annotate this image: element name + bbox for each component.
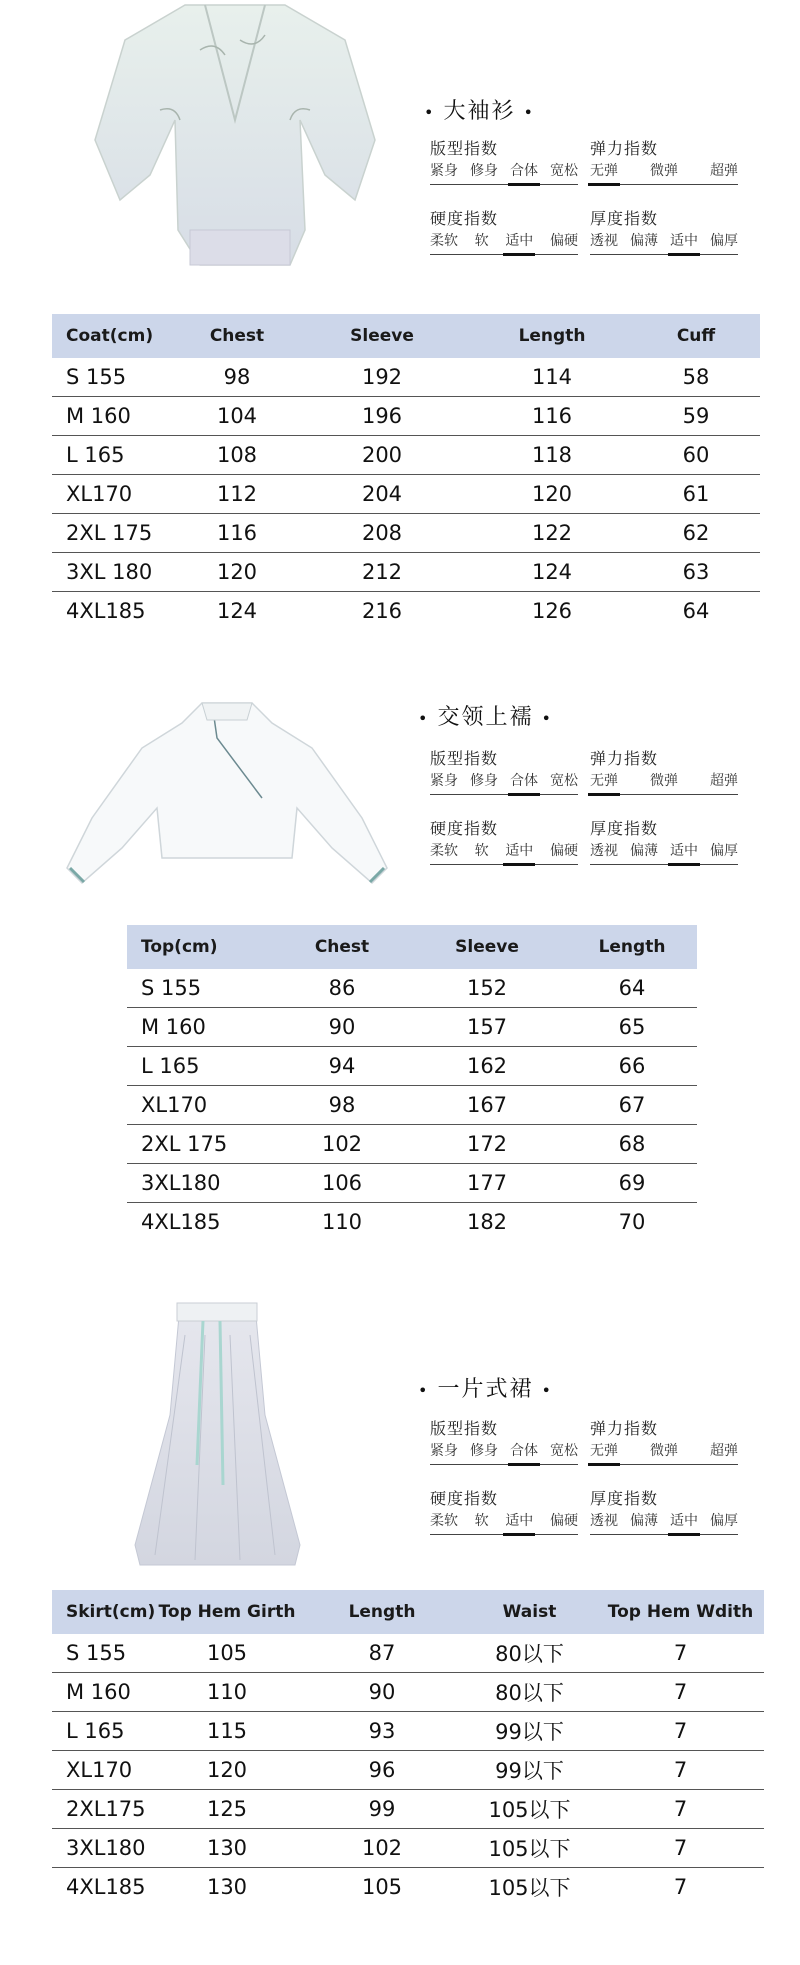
fit-index-option: 紧身 [430,773,458,789]
coat-garment-image [90,0,380,280]
size-label: L 165 [52,1712,152,1751]
table-header-row [52,1590,764,1634]
measurement-cell: 64 [682,599,710,623]
measurement-cell: 104 [182,397,292,436]
stretch-index-option: 微弹 [650,163,678,179]
measurement-cell: 196 [292,397,472,436]
size-label: XL170 [127,1086,277,1125]
fit-index-options [430,1440,578,1465]
measurement-cell: 112 [182,475,292,514]
measurement-cell: 162 [407,1047,567,1086]
fit-index-options [430,770,578,795]
thickness-index-option: 偏厚 [710,843,738,859]
measurement-cell: 90 [277,1008,407,1047]
hardness-index-option: 柔软 [430,233,458,249]
measurement-cell: 69 [567,1164,697,1203]
thickness-index [590,818,738,865]
table-header-row [127,925,697,969]
thickness-index-title: 厚度指数 [590,209,659,228]
table-header-row [52,314,760,358]
measurement-cell: 61 [632,475,760,514]
measurement-cell: 7 [597,1790,764,1829]
measurement-cell: 80以下 [462,1634,597,1673]
measurement-cell: 94 [277,1047,407,1086]
size-label: 2XL175 [52,1790,152,1829]
coat-title: • 大袖衫 • [424,99,535,124]
thickness-index-options [590,230,738,255]
measurement-cell: 68 [567,1125,697,1164]
hardness-index-option: 软 [474,233,489,249]
size-label: 3XL180 [127,1164,277,1203]
size-label: M 160 [52,1673,152,1712]
thickness-index-option: 适中 [670,840,698,864]
hardness-index [430,208,578,255]
measurement-cell: 64 [567,969,697,1008]
measurement-cell: 157 [407,1008,567,1047]
hardness-index-option: 柔软 [430,843,458,859]
measurement-cell: 105以下 [462,1829,597,1868]
table-row [52,397,760,436]
measurement-cell: 118 [472,436,632,475]
measurement-cell: 172 [407,1125,567,1164]
thickness-index-option: 适中 [670,1510,698,1534]
fit-index-option: 修身 [470,1443,498,1459]
section-top [0,680,800,1280]
measurement-cell: 98 [182,358,292,397]
table-row [52,436,760,475]
measurement-cell: 59 [632,397,760,436]
hardness-index-options [430,840,578,865]
measurement-cell: 115 [152,1712,302,1751]
measurement-cell: 177 [407,1164,567,1203]
measurement-cell: 114 [472,358,632,397]
hardness-index-title: 硬度指数 [430,209,499,228]
measurement-cell: 120 [152,1751,302,1790]
hardness-index-option: 适中 [505,840,533,864]
stretch-index-option: 无弹 [590,770,618,794]
measurement-cell: 60 [632,436,760,475]
column-header: Chest [277,925,407,969]
column-header: Coat(cm) [52,314,182,358]
measurement-cell: 116 [182,514,292,553]
column-header: Top Hem Wdith [597,1590,764,1634]
column-header: Top Hem Girth [152,1590,302,1634]
skirt-indices [430,1418,750,1538]
stretch-index-option: 超弹 [710,1443,738,1459]
section-skirt [0,1290,800,1965]
hardness-index-options [430,1510,578,1535]
top-title-text: 交领上襦 [437,705,534,730]
size-label: 3XL 180 [52,553,182,592]
stretch-index-title: 弹力指数 [590,749,659,768]
size-label: 2XL 175 [127,1125,277,1164]
measurement-cell: 200 [292,436,472,475]
table-row [52,475,760,514]
measurement-cell: 65 [567,1008,697,1047]
table-row [52,514,760,553]
thickness-index-option: 透视 [590,233,618,249]
measurement-cell: 98 [277,1086,407,1125]
section-coat [0,0,800,640]
table-row [52,358,760,397]
coat-size-table [52,314,760,630]
size-label: L 165 [52,436,182,475]
hardness-index-option: 软 [474,1513,489,1529]
table-row [52,1712,764,1751]
measurement-cell: 99以下 [462,1712,597,1751]
table-row [127,1086,697,1125]
measurement-cell: 124 [472,553,632,592]
size-label: 2XL 175 [52,514,182,553]
measurement-cell: 102 [302,1829,462,1868]
table-row [52,592,760,631]
measurement-cell: 105以下 [488,1876,571,1900]
thickness-index [590,208,738,255]
measurement-cell: 120 [182,553,292,592]
measurement-cell: 63 [632,553,760,592]
measurement-cell: 182 [466,1210,508,1234]
stretch-index-option: 超弹 [710,163,738,179]
thickness-index-option: 适中 [670,230,698,254]
fit-index-option: 宽松 [550,163,578,179]
measurement-cell: 130 [152,1829,302,1868]
hardness-index-option: 适中 [505,1510,533,1534]
measurement-cell: 7 [597,1673,764,1712]
skirt-garment-image [125,1295,310,1570]
size-label: 3XL180 [52,1829,152,1868]
table-row [52,1634,764,1673]
measurement-cell: 7 [597,1634,764,1673]
size-label: 4XL185 [66,1875,146,1899]
table-row [52,1868,764,1907]
stretch-index-options [590,770,738,795]
measurement-cell: 167 [407,1086,567,1125]
thickness-index-option: 偏厚 [710,1513,738,1529]
size-label: S 155 [52,358,182,397]
hardness-index [430,818,578,865]
skirt-title-text: 一片式裙 [437,1377,534,1402]
table-row [127,1164,697,1203]
hardness-index [430,1488,578,1535]
column-header: Sleeve [407,925,567,969]
measurement-cell: 87 [302,1634,462,1673]
table-row [52,1829,764,1868]
fit-index-options [430,160,578,185]
column-header: Top(cm) [127,925,277,969]
fit-index-option: 宽松 [550,1443,578,1459]
measurement-cell: 99以下 [462,1751,597,1790]
size-label: L 165 [127,1047,277,1086]
size-label: M 160 [127,1008,277,1047]
measurement-cell: 106 [277,1164,407,1203]
hardness-index-title: 硬度指数 [430,819,499,838]
stretch-index-option: 无弹 [590,160,618,184]
measurement-cell: 90 [302,1673,462,1712]
fit-index-option: 紧身 [430,1443,458,1459]
hardness-index-option: 偏硬 [549,233,578,249]
measurement-cell: 122 [472,514,632,553]
table-row [127,969,697,1008]
measurement-cell: 110 [152,1673,302,1712]
column-header: Waist [462,1590,597,1634]
measurement-cell: 124 [216,599,258,623]
table-row [127,1203,697,1242]
measurement-cell: 96 [302,1751,462,1790]
stretch-index-title: 弹力指数 [590,1419,659,1438]
measurement-cell: 93 [302,1712,462,1751]
thickness-index-options [590,1510,738,1535]
measurement-cell: 204 [292,475,472,514]
table-row [127,1008,697,1047]
measurement-cell: 216 [361,599,403,623]
thickness-index-options [590,840,738,865]
measurement-cell: 7 [673,1875,688,1899]
thickness-index-option: 偏厚 [710,233,738,249]
fit-index [430,138,578,185]
thickness-index-option: 偏薄 [630,843,658,859]
fit-index-option: 合体 [510,1440,538,1464]
fit-index-option: 合体 [510,770,538,794]
measurement-cell: 208 [292,514,472,553]
size-label: XL170 [52,475,182,514]
stretch-index-options [590,1440,738,1465]
table-row [127,1047,697,1086]
measurement-cell: 102 [277,1125,407,1164]
coat-title-text: 大袖衫 [443,99,516,124]
stretch-index-option: 微弹 [650,773,678,789]
stretch-index-option: 微弹 [650,1443,678,1459]
fit-index-title: 版型指数 [430,139,499,158]
measurement-cell: 105 [152,1634,302,1673]
hardness-index-options [430,230,578,255]
fit-index [430,1418,578,1465]
stretch-index [590,1418,738,1465]
fit-index-title: 版型指数 [430,749,499,768]
measurement-cell: 70 [618,1210,646,1234]
size-label: S 155 [52,1634,152,1673]
thickness-index-option: 偏薄 [630,1513,658,1529]
measurement-cell: 108 [182,436,292,475]
size-label: M 160 [52,397,182,436]
top-indices [430,748,750,868]
thickness-index [590,1488,738,1535]
column-header: Length [472,314,632,358]
measurement-cell: 130 [206,1875,248,1899]
hardness-index-option: 软 [474,843,489,859]
size-label: 4XL185 [141,1210,221,1234]
size-label: S 155 [127,969,277,1008]
measurement-cell: 58 [632,358,760,397]
top-size-table [127,925,697,1241]
thickness-index-title: 厚度指数 [590,1489,659,1508]
measurement-cell: 125 [152,1790,302,1829]
fit-index [430,748,578,795]
measurement-cell: 120 [472,475,632,514]
coat-indices [430,138,750,258]
measurement-cell: 86 [277,969,407,1008]
measurement-cell: 7 [597,1751,764,1790]
measurement-cell: 99 [302,1790,462,1829]
top-title: • 交领上襦 • [418,705,553,730]
measurement-cell: 192 [292,358,472,397]
table-row [52,1673,764,1712]
table-row [52,1751,764,1790]
stretch-index [590,748,738,795]
fit-index-title: 版型指数 [430,1419,499,1438]
size-label: XL170 [52,1751,152,1790]
hardness-index-option: 柔软 [430,1513,458,1529]
hardness-index-option: 偏硬 [549,843,578,859]
skirt-title: • 一片式裙 • [418,1377,553,1402]
measurement-cell: 62 [632,514,760,553]
thickness-index-option: 透视 [590,843,618,859]
hardness-index-option: 适中 [505,230,533,254]
measurement-cell: 116 [472,397,632,436]
thickness-index-option: 偏薄 [630,233,658,249]
thickness-index-option: 透视 [590,1513,618,1529]
size-label: 4XL185 [66,599,146,623]
stretch-index-title: 弹力指数 [590,139,659,158]
skirt-size-table [52,1590,764,1906]
column-header: Cuff [632,314,760,358]
measurement-cell: 67 [567,1086,697,1125]
stretch-index-option: 无弹 [590,1440,618,1464]
measurement-cell: 110 [321,1210,363,1234]
column-header: Length [302,1590,462,1634]
measurement-cell: 105以下 [462,1790,597,1829]
measurement-cell: 212 [292,553,472,592]
fit-index-option: 修身 [470,773,498,789]
measurement-cell: 152 [407,969,567,1008]
fit-index-option: 紧身 [430,163,458,179]
column-header: Length [567,925,697,969]
measurement-cell: 80以下 [462,1673,597,1712]
column-header: Skirt(cm) [52,1590,152,1634]
fit-index-option: 修身 [470,163,498,179]
stretch-index-option: 超弹 [710,773,738,789]
table-row [52,1790,764,1829]
hardness-index-title: 硬度指数 [430,1489,499,1508]
thickness-index-title: 厚度指数 [590,819,659,838]
measurement-cell: 105 [361,1875,403,1899]
fit-index-option: 合体 [510,160,538,184]
measurement-cell: 126 [531,599,573,623]
column-header: Sleeve [292,314,472,358]
stretch-index-options [590,160,738,185]
table-row [52,553,760,592]
hardness-index-option: 偏硬 [549,1513,578,1529]
measurement-cell: 66 [567,1047,697,1086]
table-row [127,1125,697,1164]
measurement-cell: 7 [597,1712,764,1751]
stretch-index [590,138,738,185]
measurement-cell: 7 [597,1829,764,1868]
top-garment-image [62,698,392,898]
column-header: Chest [182,314,292,358]
fit-index-option: 宽松 [550,773,578,789]
